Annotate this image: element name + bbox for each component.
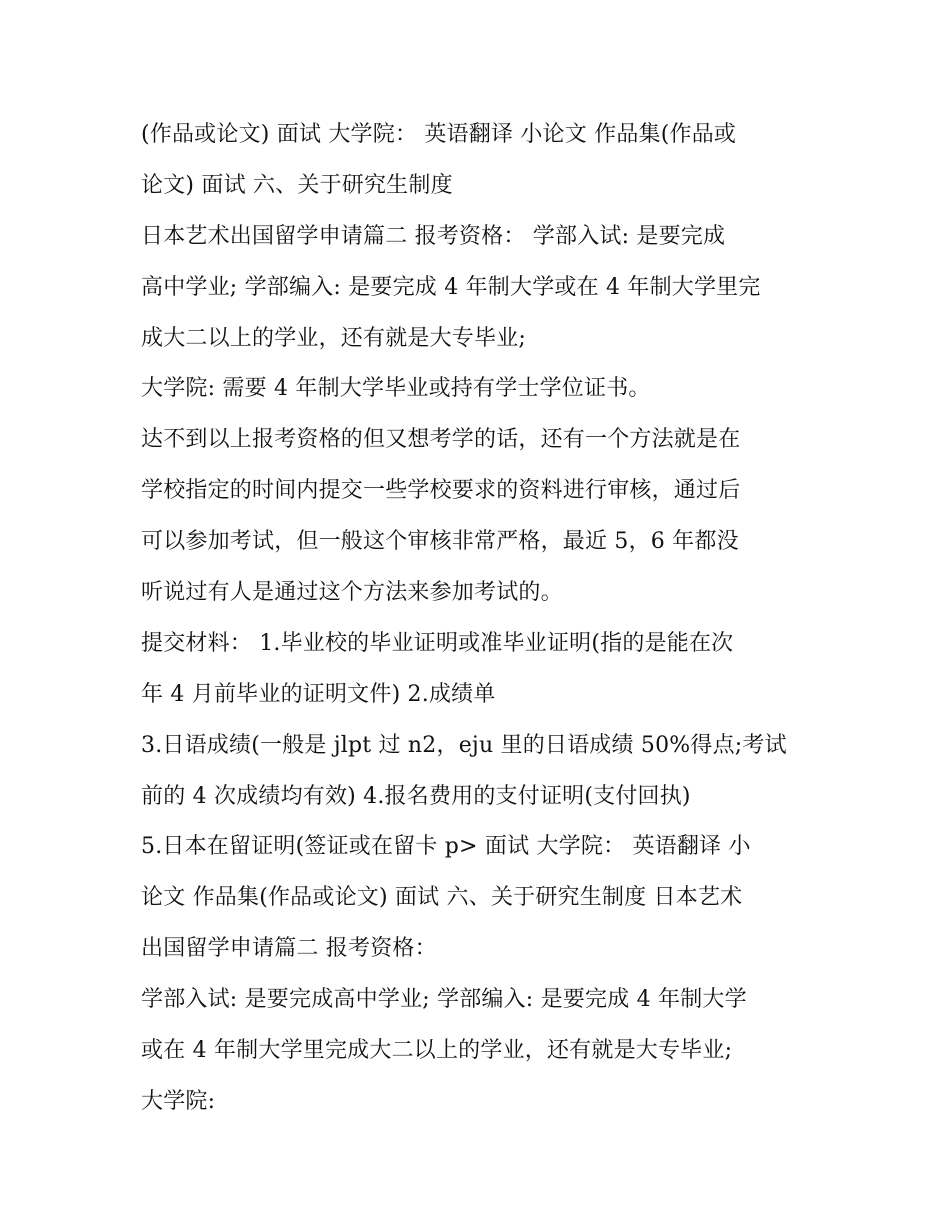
text-line: 学部入试: 是要完成高中学业; 学部编入: 是要完成 4 年制大学 (141, 987, 747, 1013)
text-line: 前的 4 次成绩均有效) 4.报名费用的支付证明(支付回执) (141, 783, 691, 809)
text-line: 提交材料： 1.毕业校的毕业证明或准毕业证明(指的是能在次 (141, 630, 734, 656)
text-line: 大学院: (141, 1088, 216, 1114)
text-line: 大学院: 需要 4 年制大学毕业或持有学士学位证书。 (141, 376, 651, 402)
text-line: 年 4 月前毕业的证明文件) 2.成绩单 (141, 681, 496, 707)
document-body (141, 110, 821, 1128)
text-line: 听说过有人是通过这个方法来参加考试的。 (141, 580, 563, 606)
text-line: 成大二以上的学业，还有就是大专毕业; (141, 325, 527, 351)
text-line: 论文 作品集(作品或论文) 面试 六、关于研究生制度 日本艺术 (141, 885, 743, 911)
text-line: 日本艺术出国留学申请篇二 报考资格： 学部入试: 是要完成 (141, 223, 726, 249)
text-line: 学校指定的时间内提交一些学校要求的资料进行审核，通过后 (141, 478, 741, 504)
text-line: 出国留学申请篇二 报考资格： (141, 936, 437, 962)
text-line: (作品或论文) 面试 大学院： 英语翻译 小论文 作品集(作品或 (141, 122, 737, 147)
text-line: 高中学业; 学部编入: 是要完成 4 年制大学或在 4 年制大学里完 (141, 274, 761, 300)
text-line: 论文) 面试 六、关于研究生制度 (141, 172, 453, 198)
text-line: 可以参加考试，但一般这个审核非常严格，最近 5，6 年都没 (141, 529, 739, 555)
text-line: 达不到以上报考资格的但又想考学的话，还有一个方法就是在 (141, 427, 741, 453)
text-line: 3.日语成绩(一般是 jlpt 过 n2，eju 里的日语成绩 50%得点;考试 (141, 732, 787, 758)
text-line: 或在 4 年制大学里完成大二以上的学业，还有就是大专毕业; (141, 1038, 733, 1064)
text-line: 5.日本在留证明(签证或在留卡 p> 面试 大学院： 英语翻译 小 (141, 834, 751, 860)
